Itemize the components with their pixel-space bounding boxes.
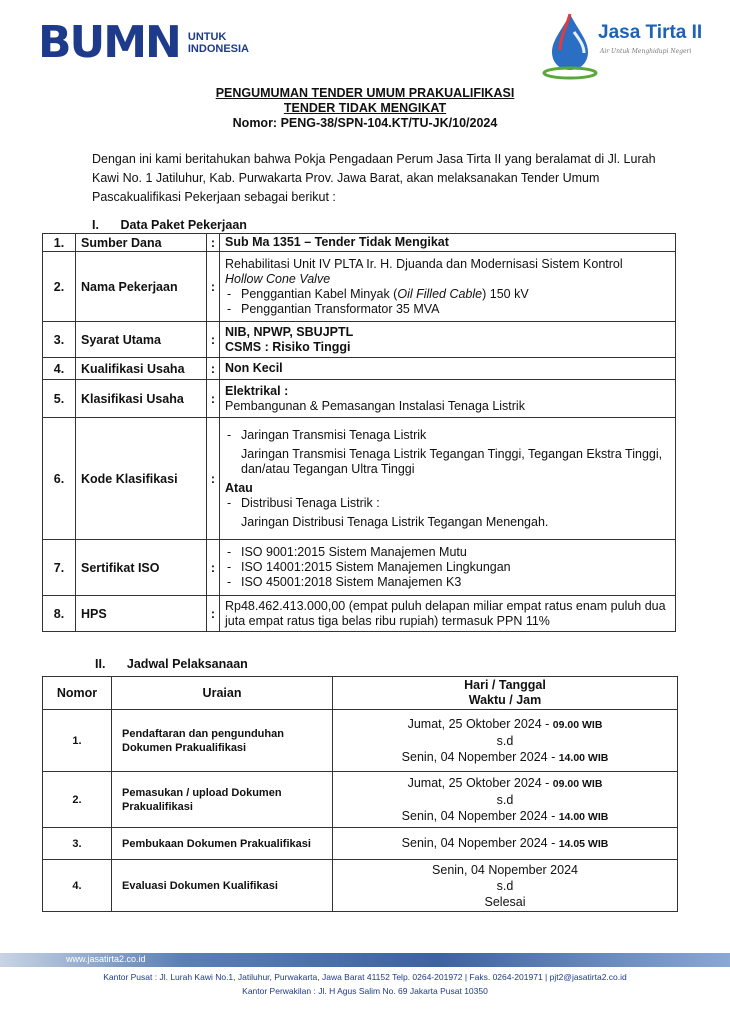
document-title [0, 86, 730, 131]
table-row [43, 358, 676, 380]
table-row [43, 772, 678, 828]
list-item: - Penggantian Transformator 35 MVA [225, 302, 670, 317]
list-item: - Distribusi Tenaga Listrik : [225, 496, 670, 511]
jasa-tirta-tagline: Air Untuk Menghidupi Negeri [600, 48, 692, 55]
section-1-heading [92, 218, 247, 232]
row-uraian: Pembukaan Dokumen Prakualifikasi [112, 828, 333, 860]
header-hari-line2: Waktu / Jam [468, 693, 542, 707]
table-row [43, 322, 676, 358]
row-label: Sumber Dana [76, 234, 207, 252]
row-label: Syarat Utama [76, 322, 207, 358]
row-schedule: Senin, 04 Nopember 2024 s.d Selesai [333, 860, 678, 912]
table-row [43, 860, 678, 912]
kode-list-2 [225, 496, 670, 511]
table-row [43, 418, 676, 540]
row-uraian: Pendaftaran dan pengunduhan Dokumen Prakualifikasi [112, 710, 333, 772]
row-label: Nama Pekerjaan [76, 252, 207, 322]
list-item: - Jaringan Transmisi Tenaga Listrik [225, 428, 670, 443]
row-label: Kode Klasifikasi [76, 418, 207, 540]
letterhead [0, 0, 730, 85]
list-item: - ISO 45001:2018 Sistem Manajemen K3 [225, 575, 670, 590]
row-number: 7. [43, 540, 76, 596]
row-label: Sertifikat ISO [76, 540, 207, 596]
footer-branch-office: Kantor Perwakilan : Jl. H Agus Salim No. 69 Jakarta Pusat 10350 [242, 986, 488, 996]
row-schedule: Jumat, 25 Oktober 2024 - 09.00 WIB s.d Senin, 04 Nopember 2024 - 14.00 WIB [333, 772, 678, 828]
row-value [220, 418, 676, 540]
row-label: HPS [76, 596, 207, 632]
row-value [220, 540, 676, 596]
bumn-sub-line2: INDONESIA [187, 43, 249, 55]
row-colon: : [207, 380, 220, 418]
row-label: Kualifikasi Usaha [76, 358, 207, 380]
nama-pekerjaan-main: Rehabilitasi Unit IV PLTA Ir. H. Djuanda dan Modernisasi Sistem Kontrol [225, 256, 623, 271]
kode-list-1 [225, 428, 670, 443]
table-row [43, 596, 676, 632]
section-2-title: Jadwal Pelaksanaan [126, 657, 248, 671]
row-value [220, 380, 676, 418]
section-1-number: I. [92, 218, 99, 232]
intro-paragraph: Dengan ini kami beritahukan bahwa Pokja Pengadaan Perum Jasa Tirta II yang beralamat di Jl. Lurah Kawi No. 1 Jatiluhur, Kab. Purwakarta Prov. Jawa Barat, akan melaksanakan Tender Umum Pascakualifikasi Pekerjaan sebagai berikut : [92, 152, 656, 204]
water-drop-icon [540, 10, 600, 80]
section-2-number: II. [95, 657, 106, 671]
header-uraian: Uraian [112, 677, 333, 710]
row-value [220, 252, 676, 322]
row-colon: : [207, 234, 220, 252]
section-1-title: Data Paket Pekerjaan [120, 218, 247, 232]
row-uraian: Evaluasi Dokumen Kualifikasi [112, 860, 333, 912]
table-row [43, 234, 676, 252]
nama-pekerjaan-list [225, 287, 670, 317]
syarat-line-1: NIB, NPWP, SBUJPTL [225, 324, 354, 339]
row-number: 2. [43, 772, 112, 828]
row-colon: : [207, 540, 220, 596]
row-number: 4. [43, 358, 76, 380]
klasifikasi-line-2: Pembangunan & Pemasangan Instalasi Tenaga Listrik [225, 398, 525, 413]
nama-pekerjaan-italic: Hollow Cone Valve [225, 271, 331, 286]
footer-website-link[interactable]: www.jasatirta2.co.id [66, 954, 146, 964]
header-nomor: Nomor [43, 677, 112, 710]
syarat-line-2: CSMS : Risiko Tinggi [225, 339, 351, 354]
row-colon: : [207, 358, 220, 380]
bumn-logo-mark: BUMN [38, 17, 180, 68]
row-schedule: Jumat, 25 Oktober 2024 - 09.00 WIB s.d Senin, 04 Nopember 2024 - 14.00 WIB [333, 710, 678, 772]
jadwal-table [42, 676, 678, 912]
row-number: 1. [43, 710, 112, 772]
bumn-logo [38, 17, 249, 68]
row-colon: : [207, 252, 220, 322]
row-label: Klasifikasi Usaha [76, 380, 207, 418]
table-header-row [43, 677, 678, 710]
row-schedule: Senin, 04 Nopember 2024 - 14.05 WIB [333, 828, 678, 860]
data-paket-table [42, 233, 676, 632]
table-row [43, 710, 678, 772]
row-number: 1. [43, 234, 76, 252]
title-line-2: TENDER TIDAK MENGIKAT [283, 101, 447, 115]
row-number: 3. [43, 322, 76, 358]
jasa-tirta-name: Jasa Tirta II [598, 22, 703, 43]
row-value: Rp48.462.413.000,00 (empat puluh delapan miliar empat ratus enam puluh dua juta empat ratus tiga belas ribu rupiah) termasuk PPN 11% [220, 596, 676, 632]
bumn-sub-line1: UNTUK [187, 31, 227, 43]
row-number: 4. [43, 860, 112, 912]
title-line-1: PENGUMUMAN TENDER UMUM PRAKUALIFIKASI [215, 86, 515, 100]
row-colon: : [207, 596, 220, 632]
kode-sub-2: Jaringan Distribusi Tenaga Listrik Tegangan Menengah. [241, 514, 549, 529]
kode-atau: Atau [225, 480, 253, 495]
table-row [43, 380, 676, 418]
row-number: 8. [43, 596, 76, 632]
header-hari [333, 677, 678, 710]
bumn-logo-subtitle [188, 31, 249, 55]
iso-list [225, 545, 670, 590]
row-number: 3. [43, 828, 112, 860]
row-uraian: Pemasukan / upload Dokumen Prakualifikasi [112, 772, 333, 828]
table-row [43, 540, 676, 596]
row-value: Non Kecil [220, 358, 676, 380]
row-colon: : [207, 418, 220, 540]
header-hari-line1: Hari / Tanggal [464, 678, 546, 692]
document-number: Nomor: PENG-38/SPN-104.KT/TU-JK/10/2024 [232, 116, 498, 130]
section-2-heading [95, 657, 248, 671]
row-number: 6. [43, 418, 76, 540]
row-colon: : [207, 322, 220, 358]
row-number: 2. [43, 252, 76, 322]
list-item: - Penggantian Kabel Minyak (Oil Filled Cable) 150 kV [225, 287, 670, 302]
kode-sub-1: Jaringan Transmisi Tenaga Listrik Tegangan Tinggi, Tegangan Ekstra Tinggi, dan/atau Tegangan Ultra Tinggi [241, 446, 663, 476]
table-row [43, 252, 676, 322]
list-item: - ISO 9001:2015 Sistem Manajemen Mutu [225, 545, 670, 560]
klasifikasi-line-1: Elektrikal : [225, 383, 289, 398]
jasa-tirta-logo [540, 10, 720, 80]
list-item: - ISO 14001:2015 Sistem Manajemen Lingkungan [225, 560, 670, 575]
row-number: 5. [43, 380, 76, 418]
row-value: Sub Ma 1351 – Tender Tidak Mengikat [220, 234, 676, 252]
footer-head-office: Kantor Pusat : Jl. Lurah Kawi No.1, Jatiluhur, Purwakarta, Jawa Barat 41152 Telp. 0264-201972 | Faks. 0264-201971 | pjt2@jasatirta2.co.id [103, 972, 627, 982]
table-row [43, 828, 678, 860]
row-value [220, 322, 676, 358]
